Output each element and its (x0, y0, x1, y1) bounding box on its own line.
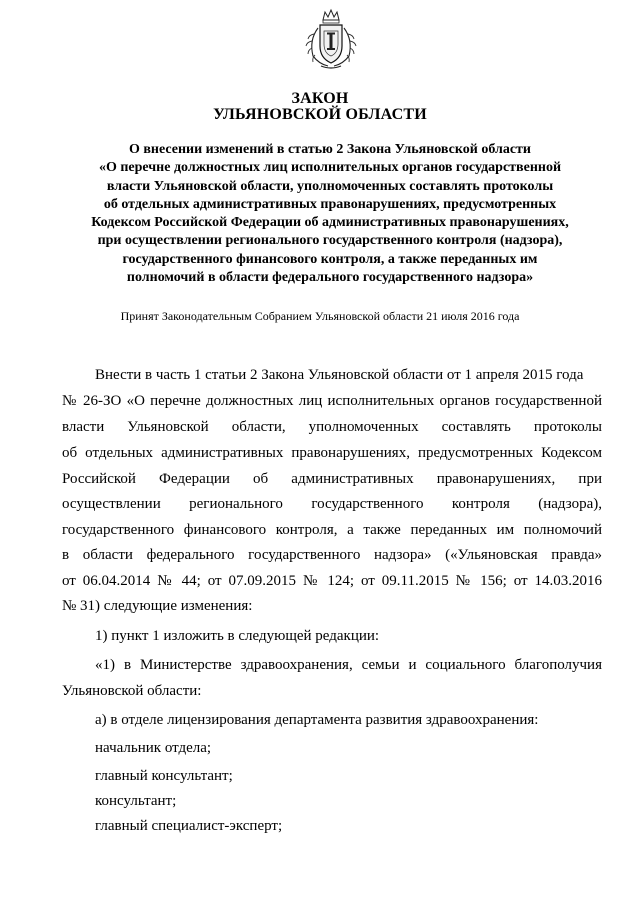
body-line: главный специалист-эксперт; (95, 818, 283, 834)
body-line: Российской Федерации об административных правонарушениях, при (62, 471, 602, 487)
subject-line: Кодексом Российской Федерации об административных правонарушениях, (91, 215, 569, 231)
subject-line: «О перечне должностных лиц исполнительных органов государственной (98, 160, 562, 176)
body-line: осуществлении регионального государственного контроля (надзора), (62, 496, 602, 512)
body-line: власти Ульяновской области, уполномоченных составлять протоколы (62, 419, 602, 435)
body-line: государственного финансового контроля, а также переданных им полномочий (62, 522, 602, 538)
subject-line: полномочий в области федерального государственного надзора» (126, 270, 534, 286)
region-title: УЛЬЯНОВСКОЙ ОБЛАСТИ (213, 106, 427, 123)
body-line: об отдельных административных правонарушениях, предусмотренных Кодексом (62, 445, 602, 461)
body-line: Ульяновской области: (62, 683, 202, 699)
body-line: главный консультант; (95, 768, 233, 784)
adoption-note: Принят Законодательным Собранием Ульяновской области 21 июля 2016 года (120, 309, 520, 323)
body-line: в области федерального государственного надзора» («Ульяновская правда» (62, 547, 602, 563)
body-line: консультант; (95, 793, 177, 809)
body-line: начальник отдела; (95, 740, 212, 756)
law-subject-heading (60, 141, 600, 287)
body-line: Внести в часть 1 статьи 2 Закона Ульяновской области от 1 апреля 2015 года (95, 367, 584, 383)
document-type-title: ЗАКОН (291, 90, 349, 107)
subject-line: государственного финансового контроля, а также переданных им (122, 251, 538, 267)
body-line: № 26-ЗО «О перечне должностных лиц исполнительных органов государственной (62, 393, 602, 409)
subject-line: при осуществлении регионального государственного контроля (надзора), (97, 233, 563, 249)
subject-line: об отдельных административных правонарушениях, предусмотренных (103, 196, 557, 212)
body-line: «1) в Министерстве здравоохранения, семьи и социального благополучия (95, 657, 602, 673)
body-line: от 06.04.2014 № 44; от 07.09.2015 № 124; от 09.11.2015 № 156; от 14.03.2016 (62, 573, 602, 589)
subject-line: О внесении изменений в статью 2 Закона Ульяновской области (128, 142, 531, 157)
coat-of-arms-emblem (301, 6, 361, 72)
body-line: № 31) следующие изменения: (62, 598, 253, 614)
body-line: 1) пункт 1 изложить в следующей редакции: (95, 628, 380, 644)
subject-line: власти Ульяновской области, уполномоченных составлять протоколы (106, 178, 554, 194)
body-line: а) в отделе лицензирования департамента развития здравоохранения: (95, 712, 539, 728)
